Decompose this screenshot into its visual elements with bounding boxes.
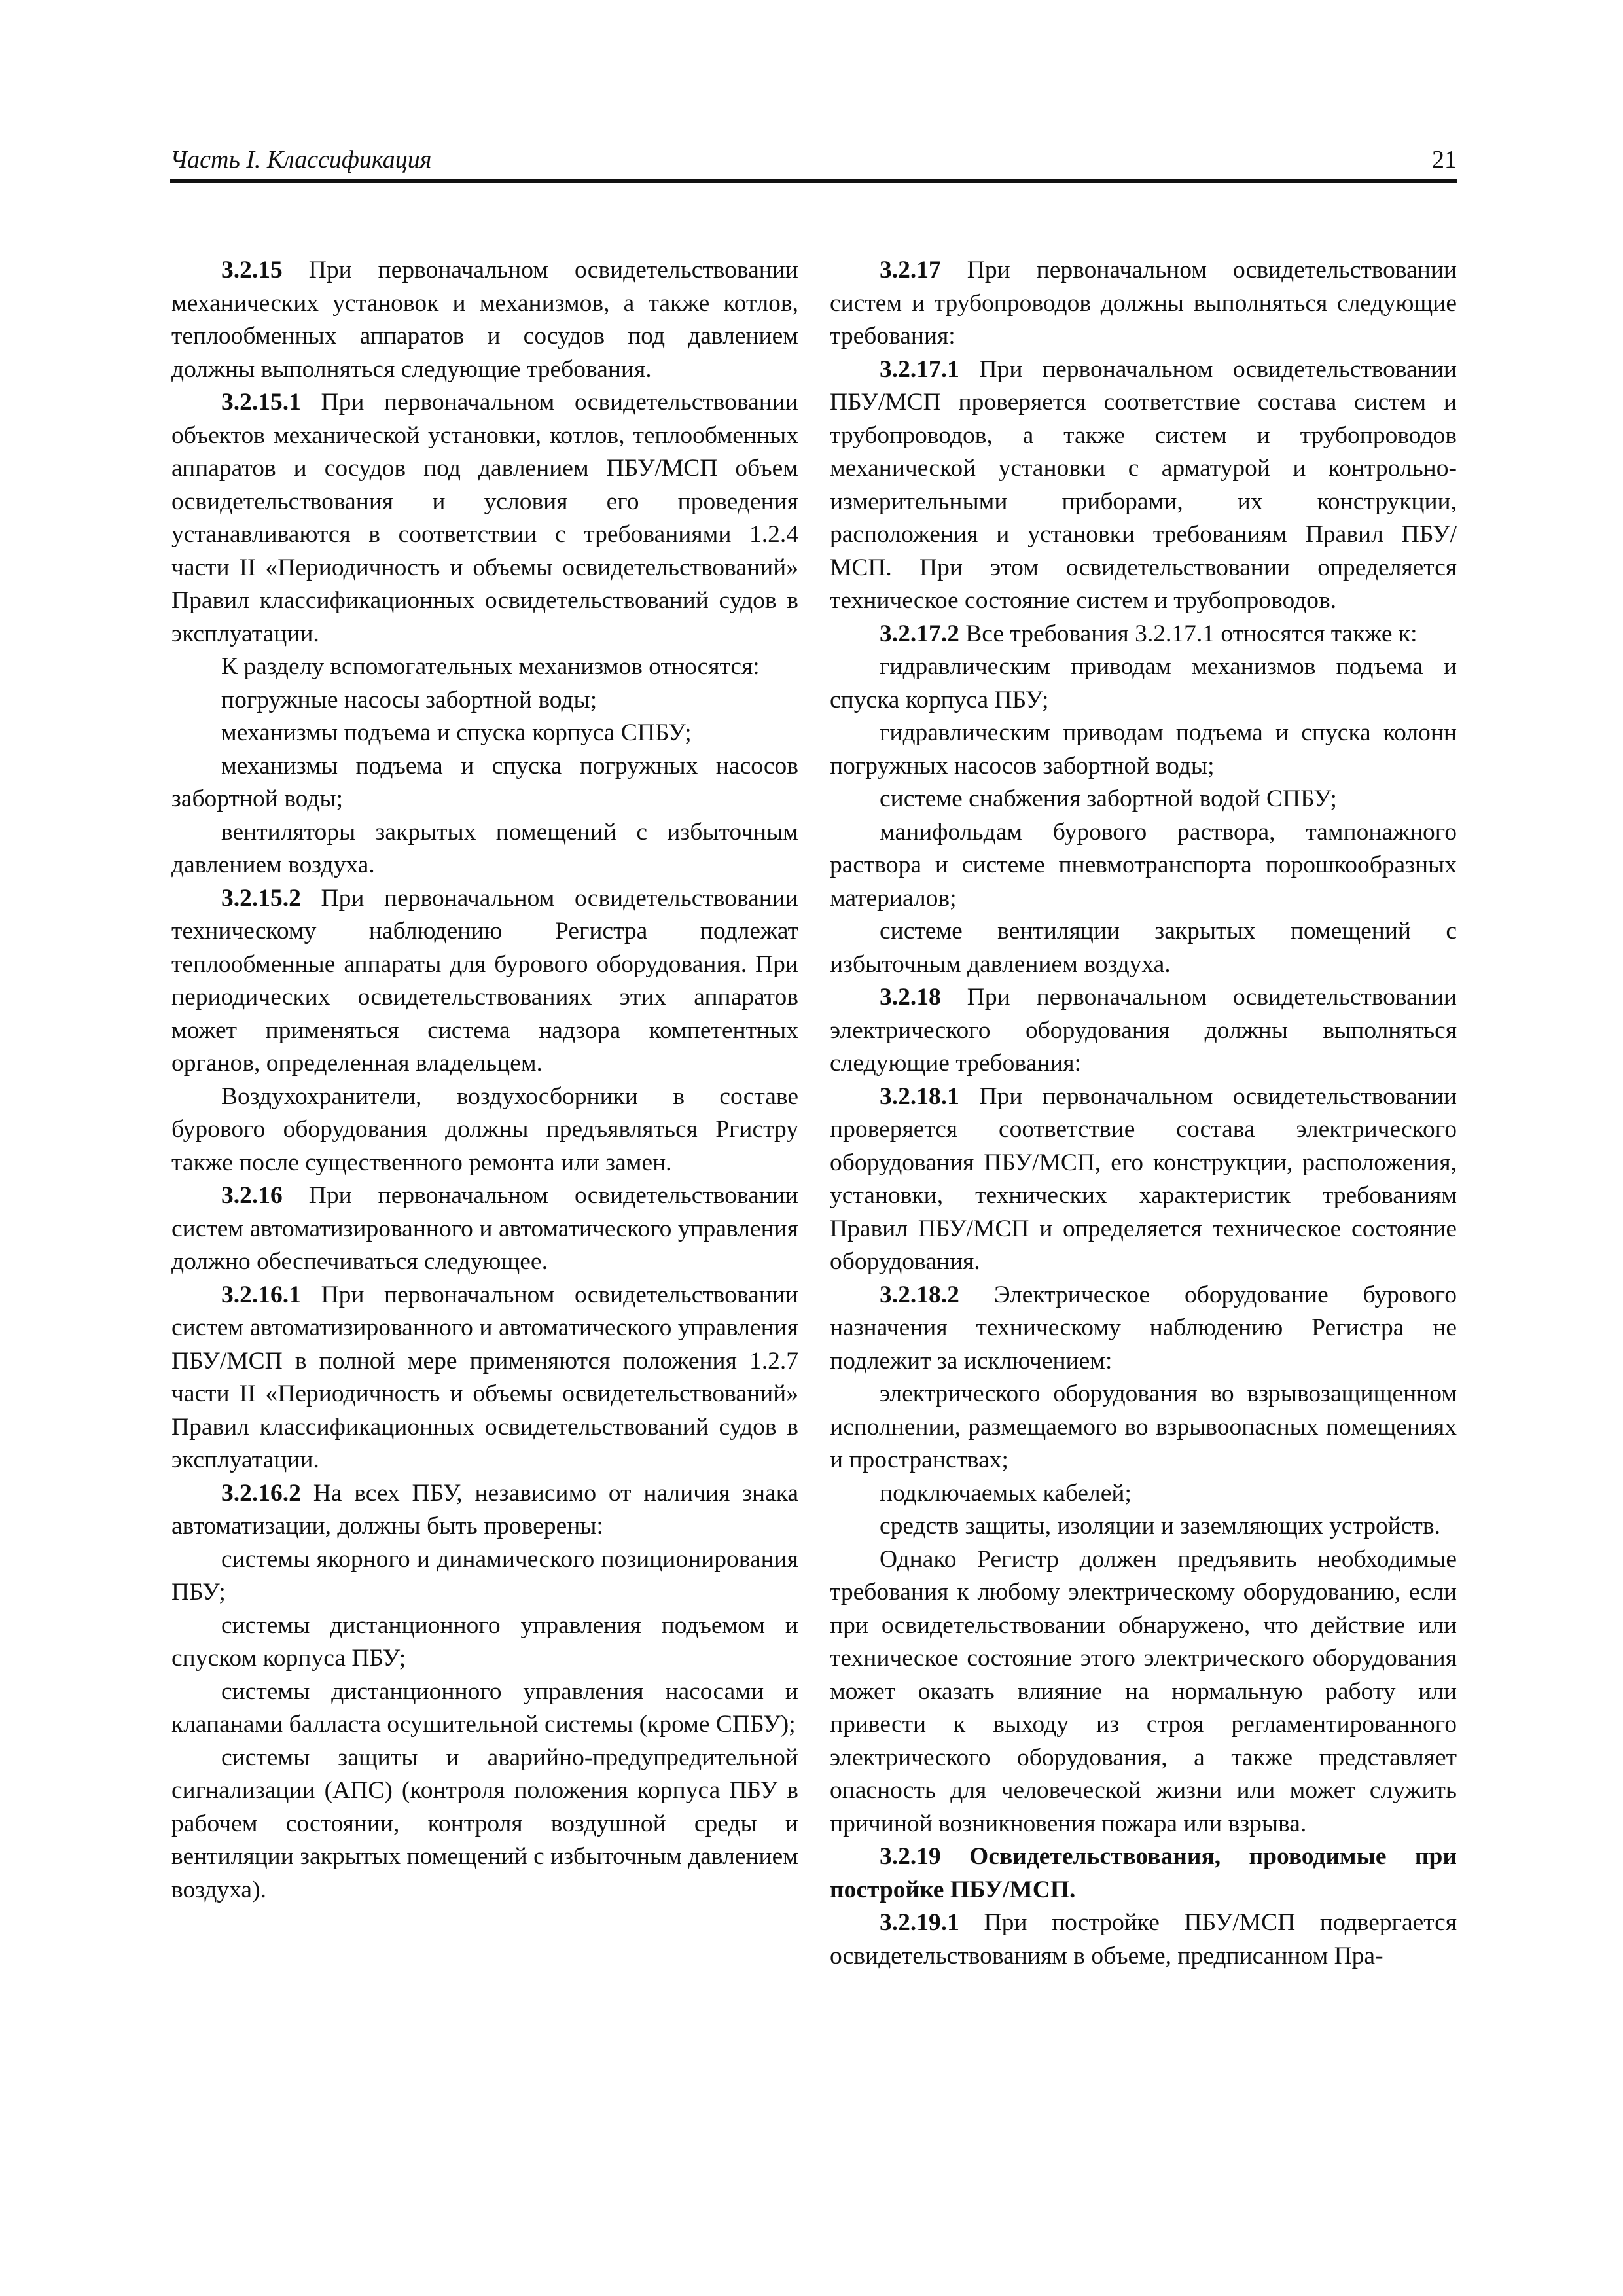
paragraph-text: Воздухохранители, воздухосборники в составе бурового оборудования должны предъявляться Ргистру также после существенного ремонта или замен.: [171, 1083, 798, 1176]
paragraph-text: При первоначальном освидетельствовании ПБУ/МСП проверяется соответствие состава систем и трубопроводов, а также систем и трубопроводов механической установки с арматурой и контрольно-измерительными приборами, их конструкции, расположения и установки требованиям Правил ПБУ/МСП. При этом освидетельствовании определяется техническое состояние систем и трубопроводов.: [830, 355, 1457, 614]
clause-number: 3.2.18.1: [880, 1083, 959, 1110]
clause-number: 3.2.16.2: [221, 1479, 301, 1507]
paragraph-text: Освидетельствования, проводимые при постройке ПБУ/МСП.: [830, 1843, 1457, 1903]
paragraph-text: Все требования 3.2.17.1 относятся также к:: [959, 620, 1418, 647]
clause-number: 3.2.17.1: [880, 355, 959, 383]
paragraph: [171, 816, 798, 882]
clause-paragraph: [830, 1840, 1457, 1907]
paragraph: [830, 1543, 1457, 1841]
paragraph: [830, 915, 1457, 981]
paragraph: [830, 717, 1457, 783]
page-number: 21: [1432, 146, 1457, 173]
paragraph: [171, 684, 798, 717]
paragraph: [171, 1081, 798, 1180]
paragraph-text: вентиляторы закрытых помещений с избыточным давлением воздуха.: [171, 818, 798, 878]
paragraph-text: При первоначальном освидетельствовании проверяется соответствие состава электрического оборудования ПБУ/МСП, его конструкции, расположения, установки, технических характеристик требованиям Правил ПБУ/МСП и определяется техническое состояние оборудования.: [830, 1083, 1457, 1275]
paragraph: [171, 1676, 798, 1742]
clause-paragraph: [171, 386, 798, 651]
paragraph: [171, 750, 798, 816]
clause-number: 3.2.16: [221, 1182, 283, 1209]
paragraph-text: При первоначальном освидетельствовании механических установок и механизмов, а также котлов, теплообменных аппаратов и сосудов под давлением должны выполняться следующие требования.: [171, 257, 798, 383]
paragraph-text: На всех ПБУ, независимо от наличия знака автоматизации, должны быть проверены:: [171, 1479, 798, 1539]
clause-number: 3.2.17.2: [880, 620, 959, 647]
clause-number: 3.2.15: [221, 257, 283, 283]
clause-paragraph: [830, 353, 1457, 618]
paragraph: [171, 1609, 798, 1676]
paragraph-text: системе вентиляции закрытых помещений с избыточным давлением воздуха.: [830, 918, 1457, 978]
clause-paragraph: [171, 1179, 798, 1279]
clause-paragraph: [830, 618, 1457, 651]
paragraph: [171, 717, 798, 750]
clause-paragraph: [830, 254, 1457, 353]
paragraph-text: системы защиты и аварийно-предупредительной сигнализации (АПС) (контроля положения корпуса ПБУ в рабочем состоянии, контроля воздушной среды и вентиляции закрытых помещений с избыточным давлением воздуха).: [171, 1744, 798, 1903]
left-column: [171, 254, 798, 1907]
clause-paragraph: [830, 1279, 1457, 1378]
paragraph-text: манифольдам бурового раствора, тампонажного раствора и системе пневмотранспорта порошкообразных материалов;: [830, 818, 1457, 912]
clause-paragraph: [171, 254, 798, 386]
paragraph: [171, 1742, 798, 1907]
paragraph-text: При первоначальном освидетельствовании объектов механической установки, котлов, теплообменных аппаратов и сосудов под давлением ПБУ/МСП объем освидетельствования и условия его проведения устанавливаются в соответствии с требованиями 1.2.4 части II «Периодичность и объемы освидетельствований» Правил классификационных освидетельствований судов в эксплуатации.: [171, 389, 798, 647]
paragraph-text: системы якорного и динамического позиционирования ПБУ;: [171, 1545, 798, 1605]
paragraph-text: системы дистанционного управления насосами и клапанами балласта осушительной системы (кроме СПБУ);: [171, 1677, 798, 1738]
clause-paragraph: [171, 1279, 798, 1477]
paragraph: [830, 1378, 1457, 1477]
running-title: Часть I. Классификация: [170, 146, 432, 173]
clause-number: 3.2.19.1: [880, 1909, 959, 1936]
paragraph-text: системе снабжения забортной водой СПБУ;: [880, 785, 1337, 812]
paragraph-text: При первоначальном освидетельствовании систем и трубопроводов должны выполняться следующие требования:: [830, 257, 1457, 350]
clause-number: 3.2.18: [880, 984, 941, 1011]
paragraph-text: При первоначальном освидетельствовании систем автоматизированного и автоматического управления должно обеспечиваться следующее.: [171, 1182, 798, 1275]
paragraph-text: Электрическое оборудование бурового назначения техническому наблюдению Регистра не подлежит за исключением:: [830, 1281, 1457, 1374]
clause-number: 3.2.17: [880, 257, 941, 283]
paragraph: [830, 1510, 1457, 1543]
clause-paragraph: [830, 1081, 1457, 1279]
paragraph-text: системы дистанционного управления подъемом и спуском корпуса ПБУ;: [171, 1611, 798, 1672]
paragraph-text: Однако Регистр должен предъявить необходимые требования к любому электрическому оборудованию, если при освидетельствовании обнаружено, что действие или техническое состояние этого электрического оборудования может оказать влияние на нормальную работу или привести к выходу из строя регламентированного электрического оборудования, а также представляет опасность для человеческой жизни или может служить причиной возникновения пожара или взрыва.: [830, 1545, 1457, 1837]
clause-paragraph: [830, 1907, 1457, 1973]
paragraph-text: погружные насосы забортной воды;: [221, 686, 597, 713]
clause-paragraph: [171, 1477, 798, 1543]
paragraph-text: гидравлическим приводам механизмов подъема и спуска корпуса ПБУ;: [830, 653, 1457, 713]
paragraph-text: К разделу вспомогательных механизмов относятся:: [221, 653, 760, 680]
running-header: [170, 143, 1457, 183]
clause-number: 3.2.16.1: [221, 1281, 301, 1308]
paragraph: [830, 651, 1457, 717]
paragraph-text: механизмы подъема и спуска корпуса СПБУ;: [221, 719, 692, 746]
paragraph-text: При постройке ПБУ/МСП подвергается освидетельствованиям в объеме, предписанном Пра-: [830, 1909, 1457, 1969]
right-column: [830, 254, 1457, 1973]
clause-number: 3.2.18.2: [880, 1281, 959, 1308]
paragraph: [830, 816, 1457, 916]
paragraph-text: средств защиты, изоляции и заземляющих устройств.: [880, 1513, 1440, 1539]
clause-number: 3.2.15.2: [221, 884, 301, 912]
paragraph-text: подключаемых кабелей;: [880, 1479, 1132, 1507]
paragraph-text: механизмы подъема и спуска погружных насосов забортной воды;: [171, 752, 798, 812]
paragraph-text: При первоначальном освидетельствовании электрического оборудования должны выполняться следующие требования:: [830, 984, 1457, 1077]
paragraph-text: электрического оборудования во взрывозащищенном исполнении, размещаемого во взрывоопасных помещениях и пространствах;: [830, 1380, 1457, 1473]
clause-number: 3.2.15.1: [221, 389, 301, 416]
clause-paragraph: [830, 981, 1457, 1081]
paragraph: [171, 1543, 798, 1609]
clause-paragraph: [171, 882, 798, 1081]
paragraph-text: При первоначальном освидетельствовании систем автоматизированного и автоматического управления ПБУ/МСП в полной мере применяются положения 1.2.7 части II «Периодичность и объемы освидетельствований» Правил классификационных освидетельствований судов в эксплуатации.: [171, 1281, 798, 1473]
paragraph-text: При первоначальном освидетельствовании техническому наблюдению Регистра подлежат теплообменные аппараты для бурового оборудования. При периодических освидетельствованиях этих аппаратов может применяться система надзора компетентных органов, определенная владельцем.: [171, 884, 798, 1077]
paragraph: [830, 783, 1457, 816]
paragraph: [830, 1477, 1457, 1511]
paragraph-text: гидравлическим приводам подъема и спуска колонн погружных насосов забортной воды;: [830, 719, 1457, 780]
paragraph: [171, 651, 798, 684]
clause-number: 3.2.19: [880, 1843, 941, 1870]
